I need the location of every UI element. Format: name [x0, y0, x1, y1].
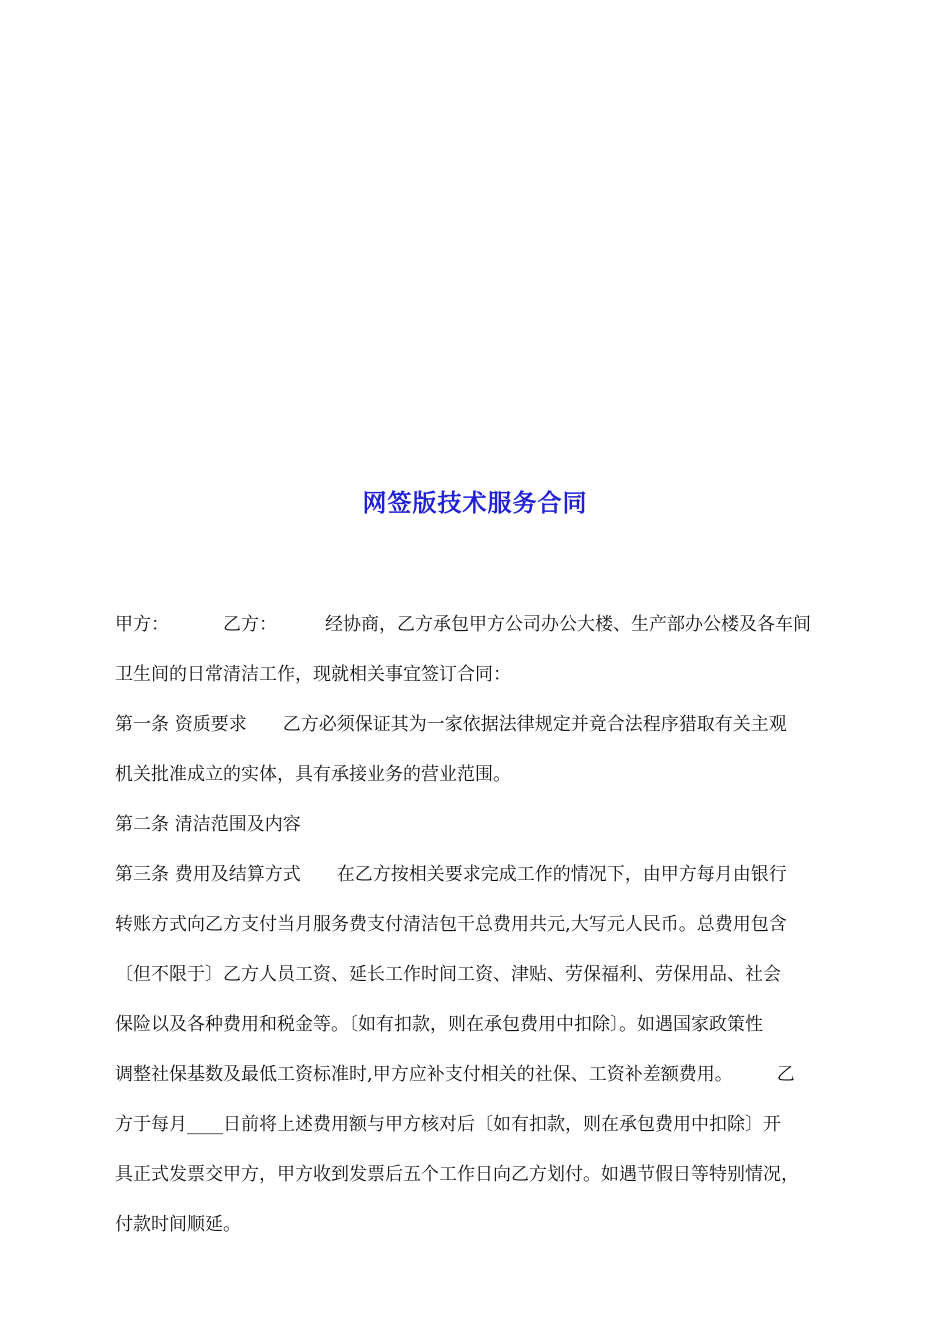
paragraph-line	[115, 1050, 850, 1100]
party-a-label: 甲方：	[115, 614, 169, 635]
paragraph-line: 付款时间顺延。	[115, 1214, 241, 1235]
paragraph-line: 方于每月____日前将上述费用额与甲方核对后〔如有扣款，则在承包费用中扣除〕开	[115, 1114, 781, 1135]
article-1-heading: 第一条 资质要求	[115, 714, 247, 735]
document-title: 网签版技术服务合同	[362, 488, 588, 517]
paragraph-line	[115, 850, 850, 900]
article-2-heading: 第二条 清洁范围及内容	[115, 814, 301, 835]
paragraph-text: 调整社保基数及最低工资标准时,甲方应补支付相关的社保、工资补差额费用。	[115, 1064, 733, 1085]
paragraph-text: 乙	[776, 1064, 795, 1085]
paragraph-line: 转账方式向乙方支付当月服务费支付清洁包干总费用共元,大写元人民币。总费用包含	[115, 914, 787, 935]
paragraph-line: 机关批准成立的实体，具有承接业务的营业范围。	[115, 764, 511, 785]
paragraph-line	[115, 700, 850, 750]
intro-text: 经协商，乙方承包甲方公司办公大楼、生产部办公楼及各车间	[325, 614, 811, 635]
article-1-text: 乙方必须保证其为一家依据法律规定并竟合法程序猎取有关主观	[282, 714, 787, 735]
paragraph-line: 卫生间的日常清洁工作，现就相关事宜签订合同：	[115, 664, 511, 685]
article-3-text: 在乙方按相关要求完成工作的情况下，由甲方每月由银行	[336, 864, 787, 885]
paragraph-line: 具正式发票交甲方，甲方收到发票后五个工作日向乙方划付。如遇节假日等特别情况，	[115, 1164, 799, 1185]
paragraph-line	[115, 600, 850, 650]
contract-body	[115, 600, 850, 1250]
party-b-label: 乙方：	[223, 614, 277, 635]
paragraph-line: 〔但不限于〕乙方人员工资、延长工作时间工资、津贴、劳保福利、劳保用品、社会	[115, 964, 781, 985]
paragraph-line: 保险以及各种费用和税金等。〔如有扣款，则在承包费用中扣除〕。如遇国家政策性	[115, 1014, 763, 1035]
article-3-heading: 第三条 费用及结算方式	[115, 864, 301, 885]
